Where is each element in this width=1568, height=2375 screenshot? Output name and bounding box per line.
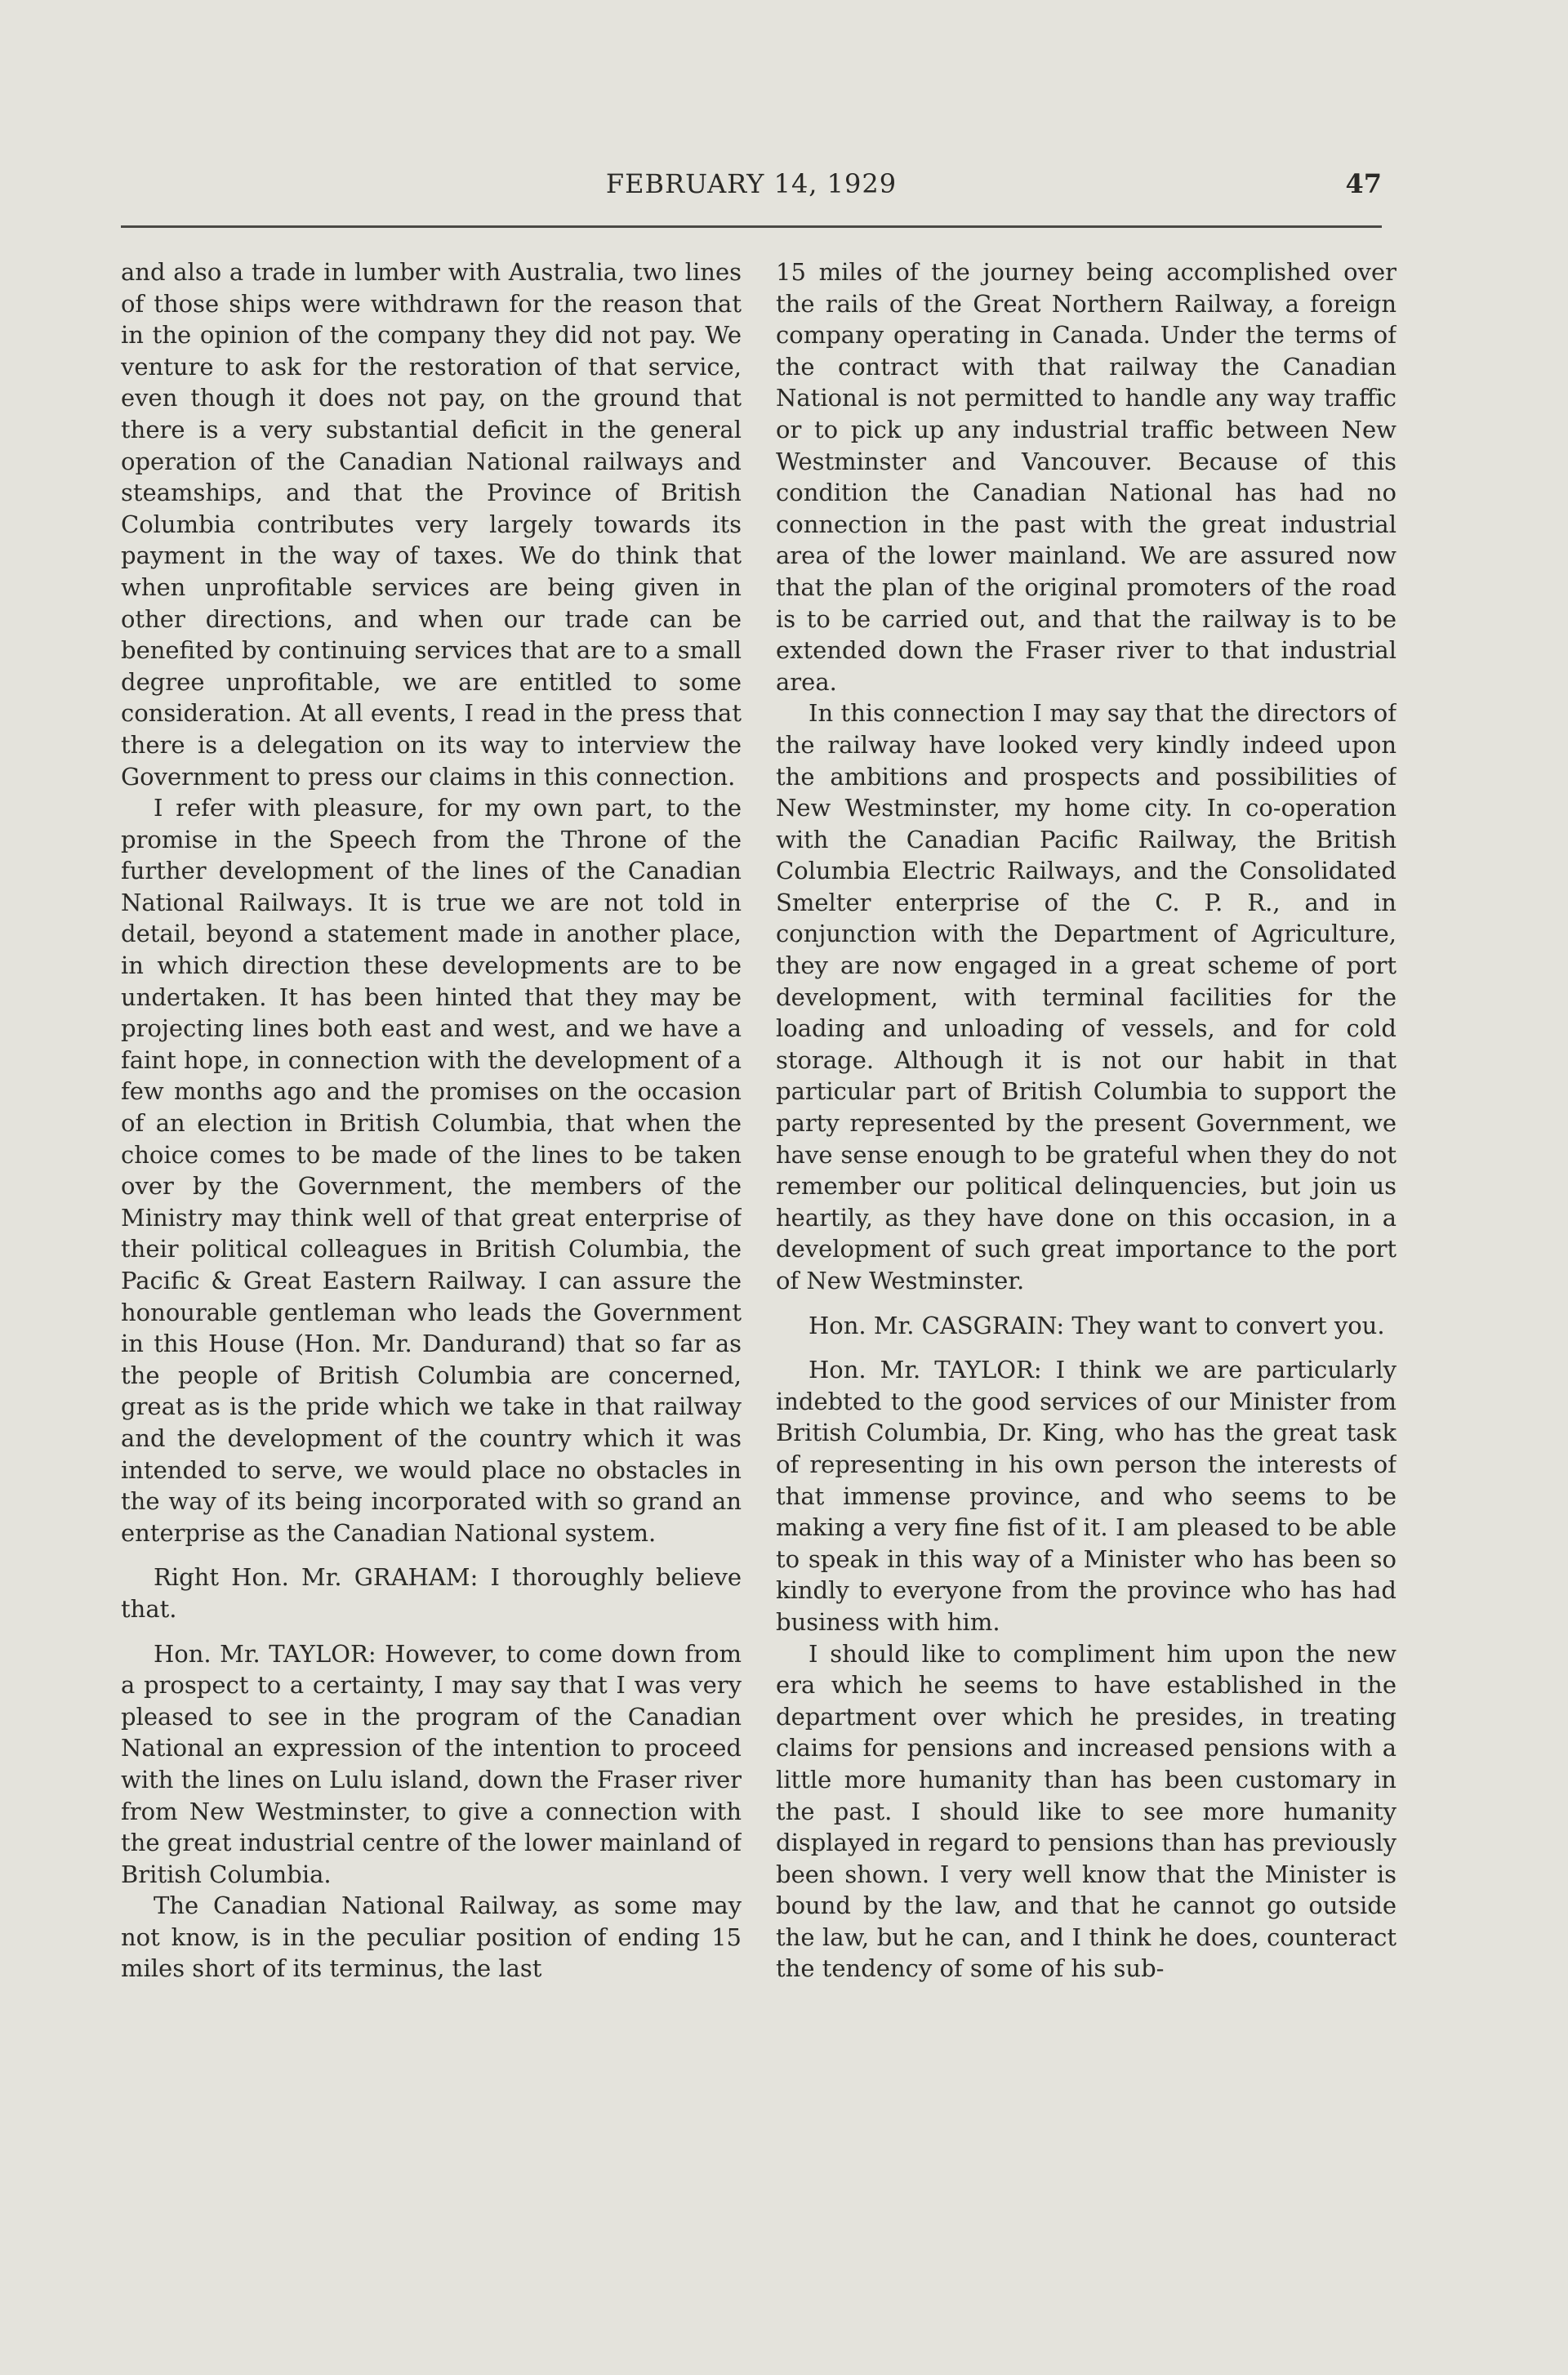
paragraph: Hon. Mr. TAYLOR: I think we are particularly indebted to the good services of our Minister from British Columbia, Dr. King, who has the great task of representing in his own person the interests of that immense province, and who seems to be making a very fine fist of it. I am pleased to be able to speak in this way of a Minister who has been so kindly to everyone from the province who has had business with him. (776, 1356, 1396, 1636)
page-number: 47 (1345, 168, 1382, 199)
left-column (121, 256, 742, 2200)
paragraph: I should like to compliment him upon the new era which he seems to have established in the department over which he presides, in treating claims for pensions and increased pensions with a little more humanity than has been customary in the past. I should like to see more humanity displayed in regard to pensions than has previously been shown. I very well know that the Minister is bound by the law, and that he cannot go outside the law, but he can, and I think he does, counteract the tendency of some of his sub- (776, 1639, 1396, 1983)
paragraph: and also a trade in lumber with Australia, two lines of those ships were withdrawn for the reason that in the opinion of the company they did not pay. We venture to ask for the restoration of that service, even though it does not pay, on the ground that there is a very substantial deficit in the general operation of the Canadian National railways and steamships, and that the Province of British Columbia contributes very largely towards its payment in the way of taxes. We do think that when unprofitable services are being given in other directions, and when our trade can be benefited by continuing services that are to a small degree unprofitable, we are entitled to some consideration. At all events, I read in the press that there is a delegation on its way to interview the Government to press our claims in this connection. (121, 258, 742, 791)
header-rule (121, 225, 1382, 228)
paragraph: 15 miles of the journey being accomplished over the rails of the Great Northern Railway, a foreign company operating in Canada. Under the terms of the contract with that railway the Canadian National is not permitted to handle any way traffic or to pick up any industrial traffic between New Westminster and Vancouver. Because of this condition the Canadian National has had no connection in the past with the great industrial area of the lower mainland. We are assured now that the plan of the original promoters of the road is to be carried out, and that the railway is to be extended down the Fraser river to that industrial area. (776, 258, 1396, 696)
paragraph: The Canadian National Railway, as some may not know, is in the peculiar position of ending 15 miles short of its terminus, the last (121, 1892, 742, 1983)
paragraph: Hon. Mr. CASGRAIN: They want to convert you. (808, 1311, 1385, 1339)
paragraph: In this connection I may say that the directors of the railway have looked very kindly indeed upon the ambitions and prospects and possibilities of New Westminster, my home city. In co-operation with the Canadian Pacific Railway, the British Columbia Electric Railways, and the Consolidated Smelter enterprise of the C. P. R., and in conjunction with the Department of Agriculture, they are now engaged in a great scheme of port development, with terminal facilities for the loading and unloading of vessels, and for cold storage. Although it is not our habit in that particular part of British Columbia to support the party represented by the present Government, we have sense enough to be grateful when they do not remember our political delinquencies, but join us heartily, as they have done on this occasion, in a development of such great importance to the port of New Westminster. (776, 699, 1396, 1294)
paragraph: Right Hon. Mr. GRAHAM: I thoroughly believe that. (121, 1563, 742, 1623)
page-header (121, 168, 1382, 207)
header-date: FEBRUARY 14, 1929 (605, 168, 898, 199)
right-column (776, 256, 1396, 2200)
paragraph: Hon. Mr. TAYLOR: However, to come down from a prospect to a certainty, I may say that I was very pleased to see in the program of the Canadian National an expression of the intention to proceed with the lines on Lulu island, down the Fraser river from New Westminster, to give a connection with the great industrial centre of the lower mainland of British Columbia. (121, 1639, 742, 1888)
paragraph: I refer with pleasure, for my own part, to the promise in the Speech from the Throne of the further development of the lines of the Canadian National Railways. It is true we are not told in detail, beyond a statement made in another place, in which direction these developments are to be undertaken. It has been hinted that they may be projecting lines both east and west, and we have a faint hope, in connection with the development of a few months ago and the promises on the occasion of an election in British Columbia, that when the choice comes to be made of the lines to be taken over by the Government, the members of the Ministry may think well of that great enterprise of their political colleagues in British Columbia, the Pacific & Great Eastern Railway. I can assure the honourable gentleman who leads the Government in this House (Hon. Mr. Dandurand) that so far as the people of British Columbia are concerned, great as is the pride which we take in that railway and the development of the country which it was intended to serve, we would place no obstacles in the way of its being incorporated with so grand an enterprise as the Canadian National system. (121, 794, 742, 1547)
